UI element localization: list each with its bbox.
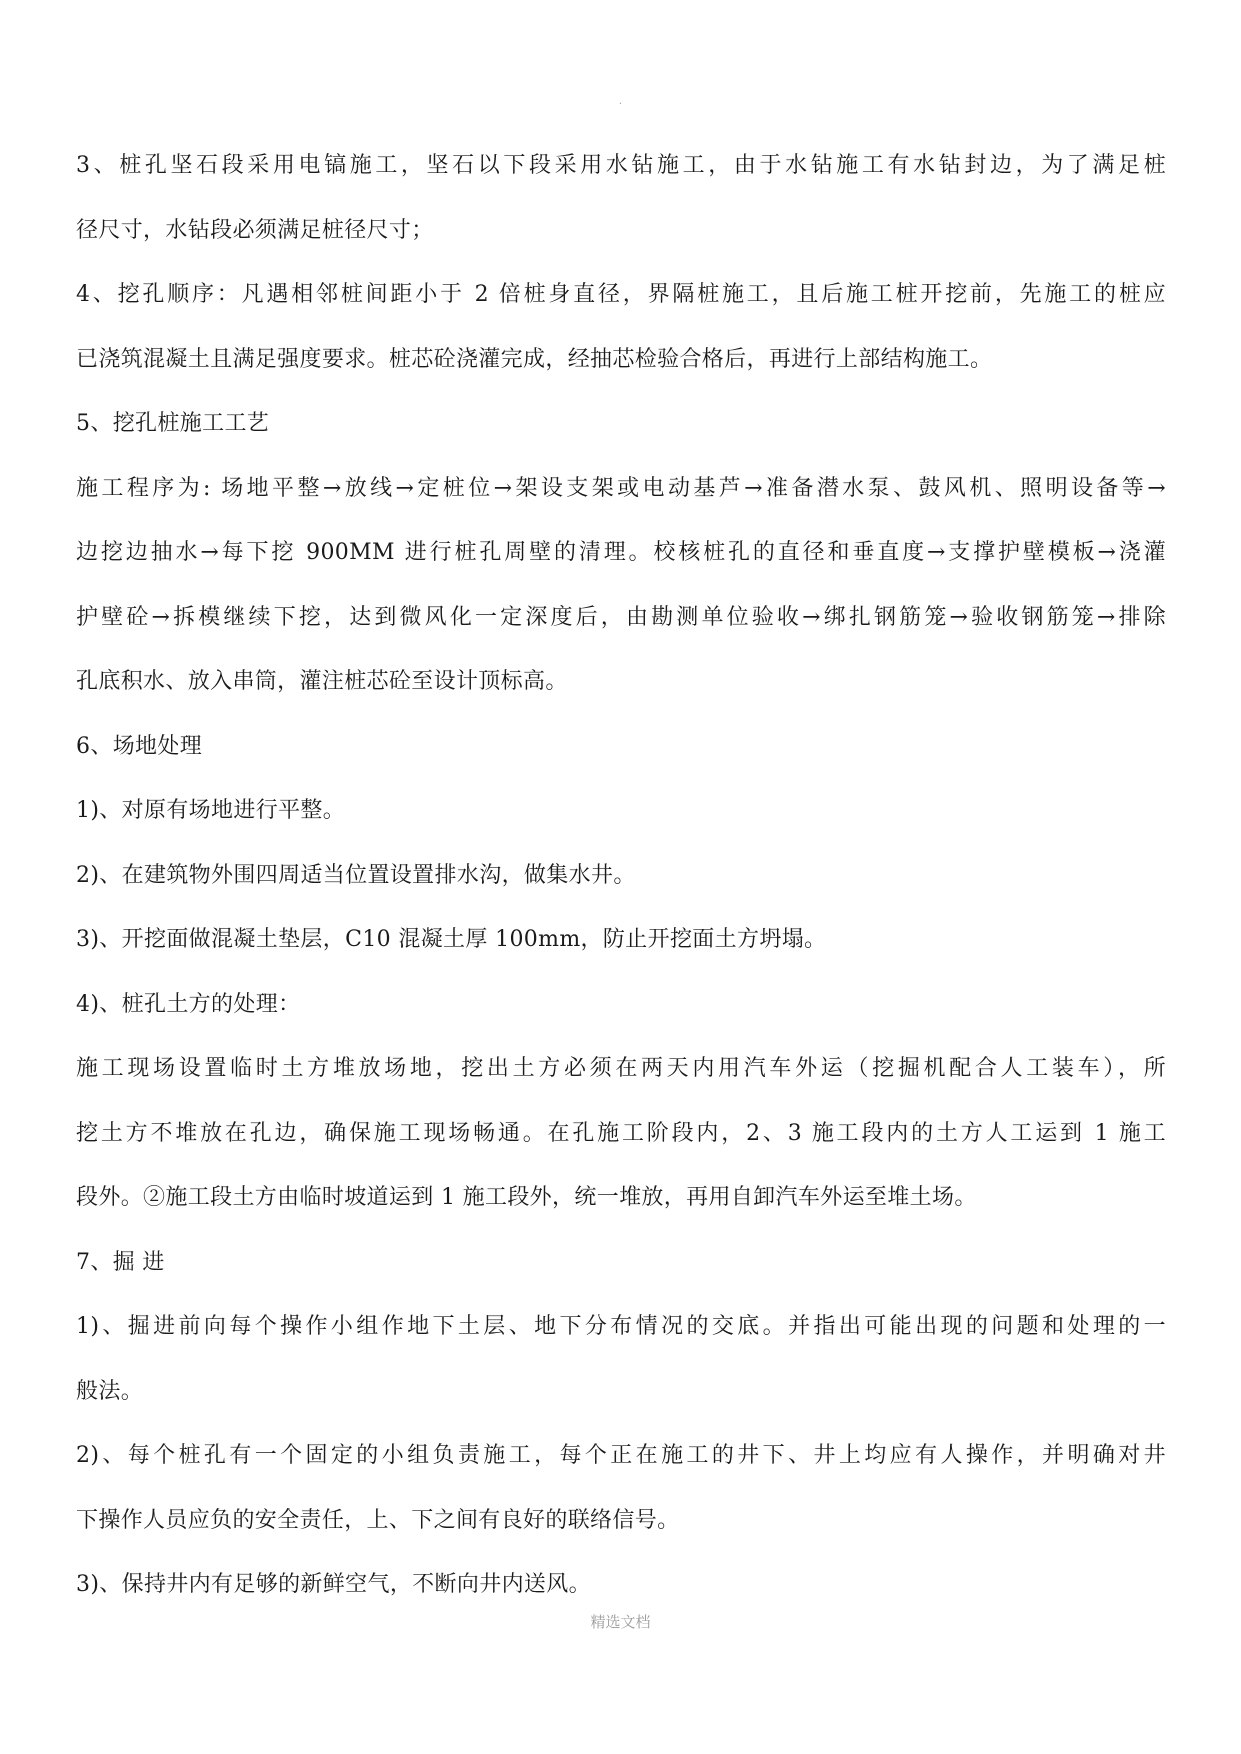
document-body	[76, 134, 1166, 1618]
body-line: 施工现场设置临时土方堆放场地，挖出土方必须在两天内用汽车外运（挖掘机配合人工装车），所	[76, 1056, 1166, 1081]
list-item: 3)、保持井内有足够的新鲜空气，不断向井内送风。	[76, 1572, 591, 1597]
body-line: 已浇筑混凝土且满足强度要求。桩芯砼浇灌完成，经抽芯检验合格后，再进行上部结构施工。	[76, 346, 993, 372]
list-item: 1)、对原有场地进行平整。	[76, 798, 346, 823]
body-line: 般法。	[76, 1378, 144, 1404]
body-line: 孔底积水、放入串筒，灌注桩芯砼至设计顶标高。	[76, 669, 568, 694]
body-line: 段外。②施工段土方由临时坡道运到 1 施工段外，统一堆放，再用自卸汽车外运至堆土场。	[76, 1185, 977, 1210]
body-line: 4、挖孔顺序：凡遇相邻桩间距小于 2 倍桩身直径，界隔桩施工，且后施工桩开挖前，先施工的桩应	[76, 282, 1166, 307]
list-item: 2)、在建筑物外围四周适当位置设置排水沟，做集水井。	[76, 862, 636, 888]
section-heading: 7、掘 进	[76, 1249, 165, 1275]
body-line: 径尺寸，水钻段必须满足桩径尺寸；	[76, 217, 434, 243]
footer-label: 精选文档	[590, 1613, 651, 1631]
body-line: 挖土方不堆放在孔边，确保施工现场畅通。在孔施工阶段内，2、3 施工段内的土方人工运到 1 施工	[76, 1120, 1166, 1146]
section-heading: 6、场地处理	[76, 733, 203, 759]
section-heading: 5、挖孔桩施工工艺	[76, 411, 270, 436]
body-line: 护壁砼→拆模继续下挖，达到微风化一定深度后，由勘测单位验收→绑扎钢筋笼→验收钢筋笼→排除	[76, 604, 1166, 630]
list-item: 3)、开挖面做混凝土垫层，C10 混凝土厚 100mm，防止开挖面土方坍塌。	[76, 927, 827, 952]
body-line: 3、桩孔坚石段采用电镐施工，坚石以下段采用水钻施工，由于水钻施工有水钻封边，为了满足桩	[76, 153, 1166, 178]
body-line: 施工程序为: 场地平整→放线→定桩位→架设支架或电动基芦→准备潜水泵、鼓风机、照明设备等→	[76, 475, 1166, 501]
list-item: 1)、掘进前向每个操作小组作地下土层、地下分布情况的交底。并指出可能出现的问题和处理的一	[76, 1314, 1166, 1339]
header-mark: .	[618, 96, 623, 107]
body-line: 边挖边抽水→每下挖 900MM 进行桩孔周壁的清理。校核桩孔的直径和垂直度→支撑护壁模板→浇灌	[76, 540, 1166, 565]
list-item: 4)、桩孔土方的处理：	[76, 991, 301, 1017]
body-line: 下操作人员应负的安全责任，上、下之间有良好的联络信号。	[76, 1507, 680, 1533]
list-item: 2)、每个桩孔有一个固定的小组负责施工，每个正在施工的井下、井上均应有人操作，并明确对井	[76, 1443, 1166, 1468]
